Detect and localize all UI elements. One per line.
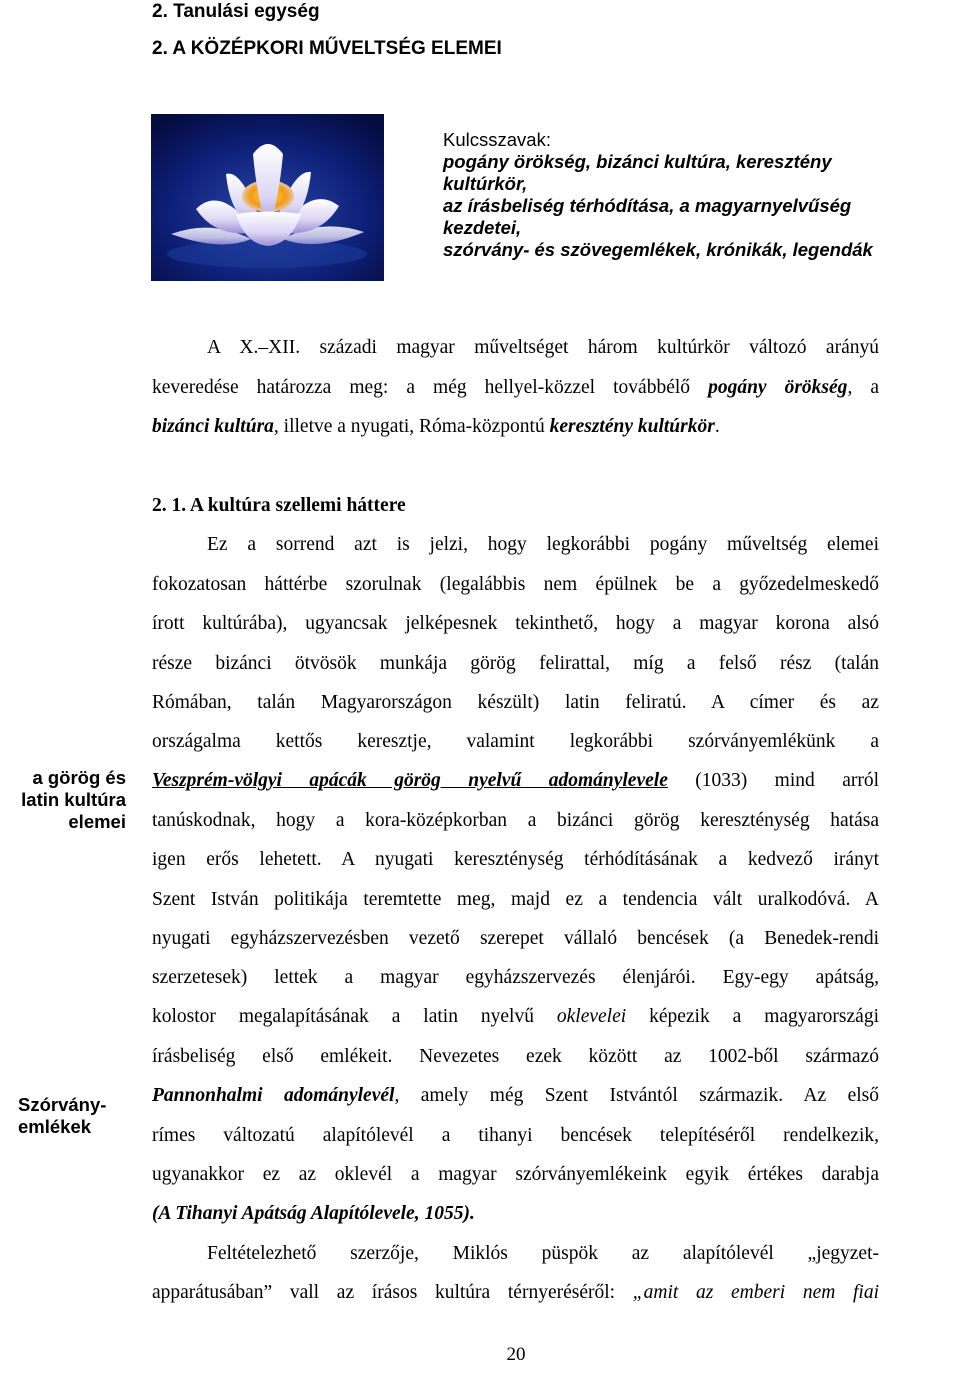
body-line: tanúskodnak, hogy a kora-középkorban a bizánci görög kereszténység hatása <box>152 810 879 831</box>
keywords-block <box>443 129 893 261</box>
body-line: szerzetesek) lettek a magyar egyházszervezés élenjárói. Egy-egy apátság, <box>152 967 879 988</box>
chapter-title: 2. A KÖZÉPKORI MŰVELTSÉG ELEMEI <box>152 38 502 59</box>
body-line: Pannonhalmi adománylevél, amely még Szent Istvántól származik. Az első <box>152 1085 879 1106</box>
body-line: országalma kettős keresztje, valamint legkorábbi szórványemlékünk a <box>152 731 879 752</box>
keywords-line-2: az írásbeliség térhódítása, a magyarnyelvűség kezdetei, <box>443 195 852 238</box>
keywords-line-1: pogány örökség, bizánci kultúra, keresztény kultúrkör, <box>443 151 832 194</box>
body-line: apparátusában” vall az írásos kultúra térnyeréséről: „amit az emberi nem fiai <box>152 1282 879 1303</box>
unit-title: 2. Tanulási egység <box>152 1 320 22</box>
lotus-icon <box>151 114 384 281</box>
page-number: 20 <box>506 1344 526 1365</box>
body-line: fokozatosan háttérbe szorulnak (legalábbis nem épülnek be a győzedelmeskedő <box>152 574 879 595</box>
intro-line-2: keveredése határozza meg: a még hellyel-közzel továbbélő pogány örökség, a <box>152 377 879 398</box>
body-line: Szent István politikája teremtette meg, majd ez a tendencia vált uralkodóvá. A <box>152 889 879 910</box>
lotus-flower-image <box>151 114 384 281</box>
body-line: Feltételezhető szerzője, Miklós püspök az alapítólevél „jegyzet- <box>207 1243 879 1264</box>
body-line: (A Tihanyi Apátság Alapítólevele, 1055). <box>152 1203 475 1224</box>
body-line: Rómában, talán Magyarországon készült) latin feliratú. A címer és az <box>152 692 879 713</box>
body-line: nyugati egyházszervezésben vezető szerepet vállaló bencések (a Benedek-rendi <box>152 928 879 949</box>
keywords-label: Kulcsszavak: <box>443 129 551 150</box>
body-line: írásbeliség első emlékeit. Nevezetes ezek között az 1002-ből származó <box>152 1046 879 1067</box>
body-line: rímes változatú alapítólevél a tihanyi bencések telepítéséről rendelkezik, <box>152 1125 879 1146</box>
body-line: igen erős lehetett. A nyugati kereszténység térhódításának a kedvező irányt <box>152 849 879 870</box>
body-line: kolostor megalapításának a latin nyelvű oklevelei képezik a magyarországi <box>152 1006 879 1027</box>
intro-line-3: bizánci kultúra, illetve a nyugati, Róma-központú keresztény kultúrkör. <box>152 416 720 437</box>
margin-note-szorvany: Szórvány- emlékek <box>18 1094 107 1137</box>
body-line: része bizánci ötvösök munkája görög felirattal, míg a felső rész (talán <box>152 653 879 674</box>
intro-line-1: A X.–XII. századi magyar műveltséget három kultúrkör változó arányú <box>207 337 879 358</box>
section-title: 2. 1. A kultúra szellemi háttere <box>152 495 406 516</box>
margin-note-greek-latin: a görög és latin kultúra elemei <box>21 767 126 832</box>
body-line: Ez a sorrend azt is jelzi, hogy legkorábbi pogány műveltség elemei <box>207 534 879 555</box>
body-line: írott kultúrába), ugyancsak jelképesnek tekinthető, hogy a magyar korona alsó <box>152 613 879 634</box>
body-line: ugyanakkor ez az oklevél a magyar szórványemlékeink egyik értékes darabja <box>152 1164 879 1185</box>
keywords-line-3: szórvány- és szövegemlékek, krónikák, legendák <box>443 239 873 260</box>
body-line: Veszprém-völgyi apácák görög nyelvű adománylevele (1033) mind arról <box>152 770 880 791</box>
